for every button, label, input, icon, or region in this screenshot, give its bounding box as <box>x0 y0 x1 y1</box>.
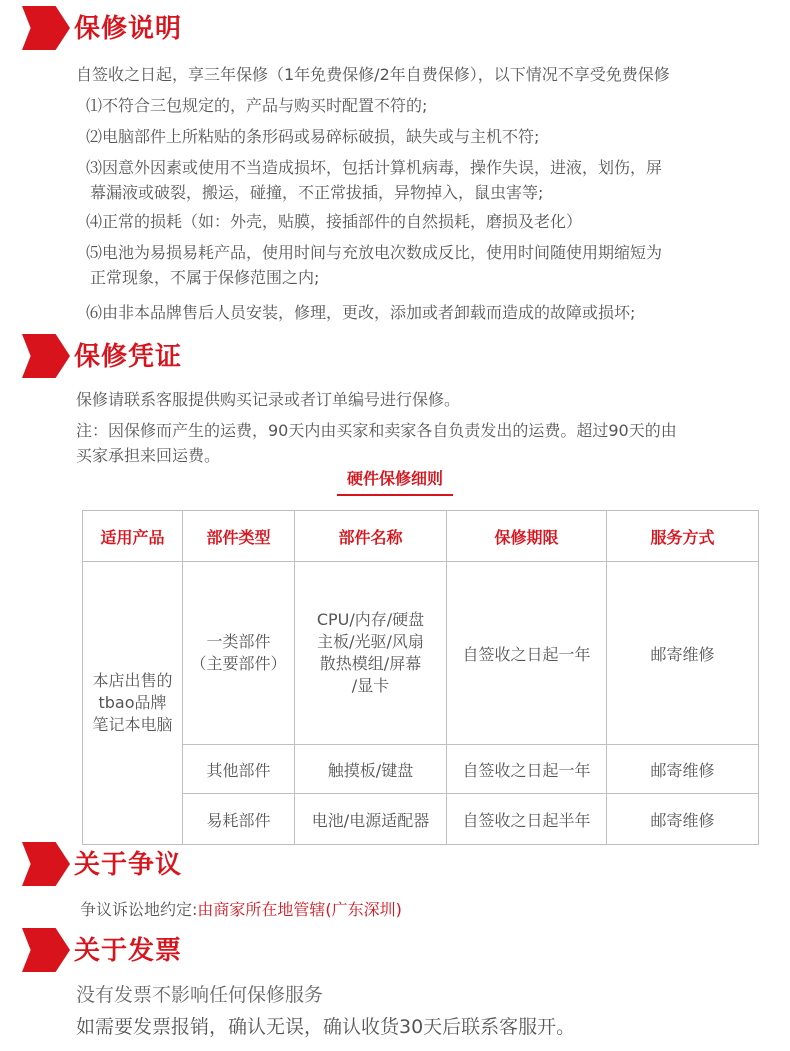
dispute-value: 由商家所在地管辖(广东深圳) <box>197 900 402 919</box>
table-title <box>0 466 790 489</box>
type-line: 一类部件 <box>206 632 271 651</box>
table-row <box>83 745 759 794</box>
warranty-title: 保修说明 <box>74 14 183 44</box>
table-title-text: 硬件保修细则 <box>337 469 453 496</box>
product-line: tbao品牌 <box>98 693 167 712</box>
warranty-item-6: ⑹由非本品牌售后人员安装，修理，更改，添加或者卸载而造成的故障或损坏; <box>86 303 636 322</box>
name-cell <box>295 562 447 745</box>
warranty-item-5-cont: 正常现象，不属于保修范围之内; <box>90 268 320 287</box>
type-line: （主要部件） <box>190 654 287 673</box>
invoice-line-1: 没有发票不影响任何保修服务 <box>76 984 324 1006</box>
table-row <box>83 794 759 845</box>
name-line: 主板/光驱/风扇 <box>317 632 424 651</box>
warranty-item-4: ⑷正常的损耗（如：外壳，贴膜，接插部件的自然损耗，磨损及老化） <box>86 212 583 231</box>
warranty-table <box>82 510 759 845</box>
proof-line-1: 保修请联系客服提供购买记录或者订单编号进行保修。 <box>76 390 461 409</box>
dispute-line <box>80 897 402 920</box>
name-line: CPU/内存/硬盘 <box>316 610 425 629</box>
table-row <box>83 562 759 745</box>
name-cell: 电池/电源适配器 <box>295 794 447 845</box>
warranty-item-1: ⑴不符合三包规定的，产品与购买时配置不符的; <box>86 96 428 115</box>
type-cell <box>183 562 295 745</box>
warranty-intro: 自签收之日起，享三年保修（1年免费保修/2年自费保修），以下情况不享受免费保修 <box>76 65 670 84</box>
header-service: 服务方式 <box>607 511 759 562</box>
period-cell: 自签收之日起半年 <box>447 794 607 845</box>
header-type: 部件类型 <box>183 511 295 562</box>
invoice-title: 关于发票 <box>74 936 183 966</box>
period-cell: 自签收之日起一年 <box>447 745 607 794</box>
type-cell: 易耗部件 <box>183 794 295 845</box>
type-cell: 其他部件 <box>183 745 295 794</box>
product-line: 本店出售的 <box>92 671 173 690</box>
invoice-line-2: 如需要发票报销，确认无误，确认收货30天后联系客服开。 <box>76 1016 576 1038</box>
flag-icon <box>22 6 70 50</box>
header-period: 保修期限 <box>447 511 607 562</box>
service-cell: 邮寄维修 <box>607 745 759 794</box>
flag-icon <box>22 334 70 378</box>
service-cell: 邮寄维修 <box>607 794 759 845</box>
period-cell: 自签收之日起一年 <box>447 562 607 745</box>
table-header-row <box>83 511 759 562</box>
warranty-item-3-cont: 幕漏液或破裂，搬运，碰撞，不正常拔插，异物掉入，鼠虫害等; <box>90 183 544 202</box>
product-cell <box>83 562 183 845</box>
name-cell: 触摸板/键盘 <box>295 745 447 794</box>
proof-title: 保修凭证 <box>74 342 183 372</box>
name-line: 散热模组/屏幕 <box>319 654 422 673</box>
warranty-item-2: ⑵电脑部件上所粘贴的条形码或易碎标破损，缺失或与主机不符; <box>86 127 540 146</box>
header-product: 适用产品 <box>83 511 183 562</box>
name-line: /显卡 <box>351 676 390 695</box>
dispute-title: 关于争议 <box>74 850 183 880</box>
service-cell: 邮寄维修 <box>607 562 759 745</box>
header-name: 部件名称 <box>295 511 447 562</box>
dispute-label: 争议诉讼地约定: <box>80 900 198 919</box>
flag-icon <box>22 928 70 972</box>
warranty-item-3: ⑶因意外因素或使用不当造成损坏，包括计算机病毒，操作失误，进液，划伤，屏 <box>86 158 663 177</box>
product-line: 笔记本电脑 <box>92 715 173 734</box>
proof-line-3: 买家承担来回运费。 <box>76 446 221 465</box>
warranty-item-5: ⑸电池为易损易耗产品，使用时间与充放电次数成反比，使用时间随使用期缩短为 <box>86 243 663 262</box>
flag-icon <box>22 842 70 886</box>
proof-line-2: 注：因保修而产生的运费，90天内由买家和卖家各自负责发出的运费。超过90天的由 <box>76 421 677 440</box>
